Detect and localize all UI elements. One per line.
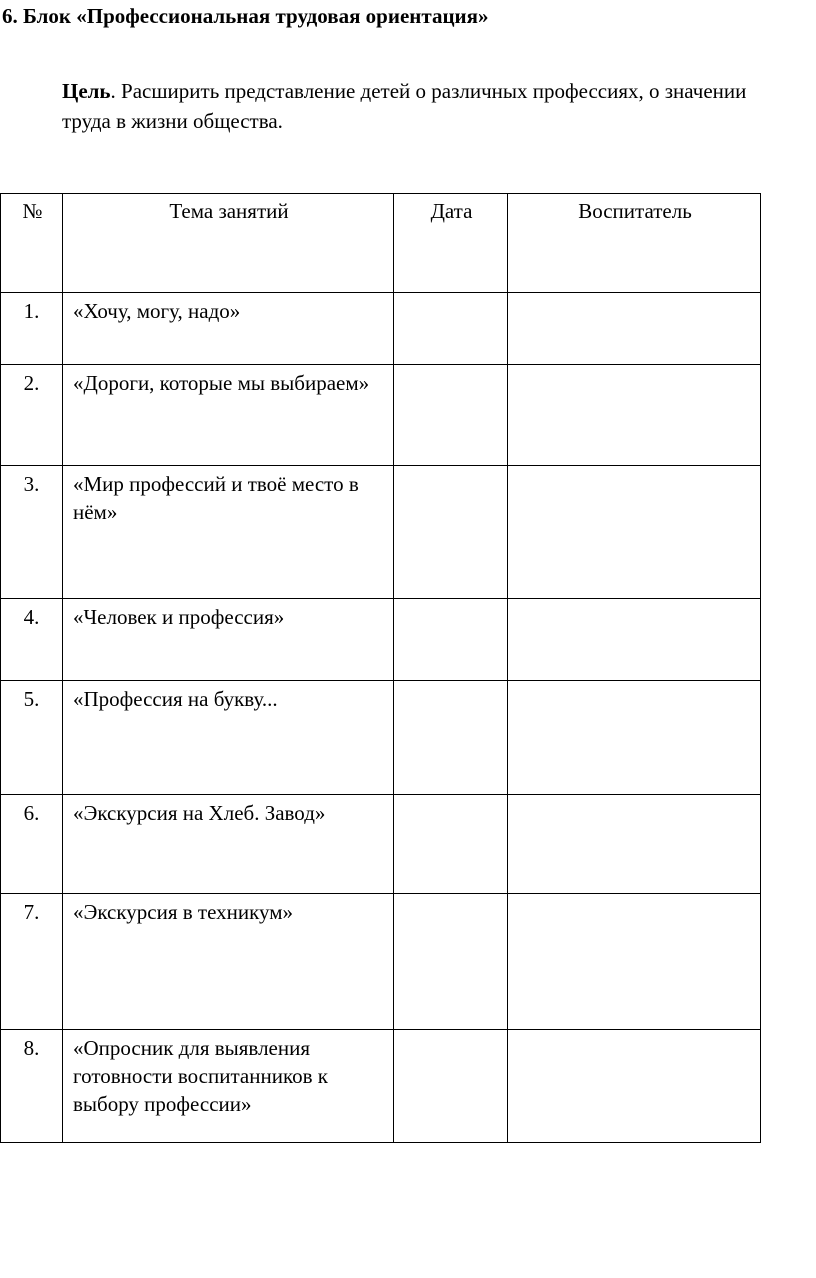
lesson-plan-table bbox=[0, 193, 761, 1143]
header-date: Дата bbox=[394, 194, 508, 293]
row-number: 3. bbox=[1, 466, 63, 599]
table-row bbox=[1, 894, 761, 1030]
header-teacher: Воспитатель bbox=[508, 194, 761, 293]
goal-label: Цель bbox=[62, 79, 111, 103]
row-teacher bbox=[508, 466, 761, 599]
row-number: 4. bbox=[1, 599, 63, 681]
table-header-row bbox=[1, 194, 761, 293]
goal-paragraph bbox=[62, 76, 782, 136]
table-row bbox=[1, 681, 761, 795]
row-topic: «Дороги, которые мы выбираем» bbox=[63, 365, 394, 466]
row-teacher bbox=[508, 1030, 761, 1143]
row-date bbox=[394, 466, 508, 599]
table-row bbox=[1, 795, 761, 894]
row-topic: «Хочу, могу, надо» bbox=[63, 293, 394, 365]
row-date bbox=[394, 293, 508, 365]
row-topic: «Мир профессий и твоё место в нём» bbox=[63, 466, 394, 599]
row-number: 6. bbox=[1, 795, 63, 894]
row-teacher bbox=[508, 365, 761, 466]
row-teacher bbox=[508, 293, 761, 365]
row-number: 1. bbox=[1, 293, 63, 365]
row-topic: «Профессия на букву... bbox=[63, 681, 394, 795]
row-number: 5. bbox=[1, 681, 63, 795]
table-row bbox=[1, 599, 761, 681]
row-date bbox=[394, 795, 508, 894]
header-number: № bbox=[1, 194, 63, 293]
table-row bbox=[1, 293, 761, 365]
row-topic: «Экскурсия на Хлеб. Завод» bbox=[63, 795, 394, 894]
row-number: 2. bbox=[1, 365, 63, 466]
header-topic: Тема занятий bbox=[63, 194, 394, 293]
row-teacher bbox=[508, 599, 761, 681]
goal-text: . Расширить представление детей о различных профессиях, о значении труда в жизни общества. bbox=[62, 79, 747, 133]
block-title: 6. Блок «Профессиональная трудовая ориентация» bbox=[2, 4, 489, 28]
row-date bbox=[394, 1030, 508, 1143]
row-topic: «Экскурсия в техникум» bbox=[63, 894, 394, 1030]
row-number: 7. bbox=[1, 894, 63, 1030]
row-date bbox=[394, 599, 508, 681]
row-topic: «Человек и профессия» bbox=[63, 599, 394, 681]
row-teacher bbox=[508, 894, 761, 1030]
table-row bbox=[1, 365, 761, 466]
row-teacher bbox=[508, 681, 761, 795]
row-teacher bbox=[508, 795, 761, 894]
row-date bbox=[394, 681, 508, 795]
row-date bbox=[394, 365, 508, 466]
table-row bbox=[1, 1030, 761, 1143]
table-row bbox=[1, 466, 761, 599]
row-date bbox=[394, 894, 508, 1030]
row-number: 8. bbox=[1, 1030, 63, 1143]
row-topic: «Опросник для выявления готовности воспитанников к выбору профессии» bbox=[63, 1030, 394, 1143]
